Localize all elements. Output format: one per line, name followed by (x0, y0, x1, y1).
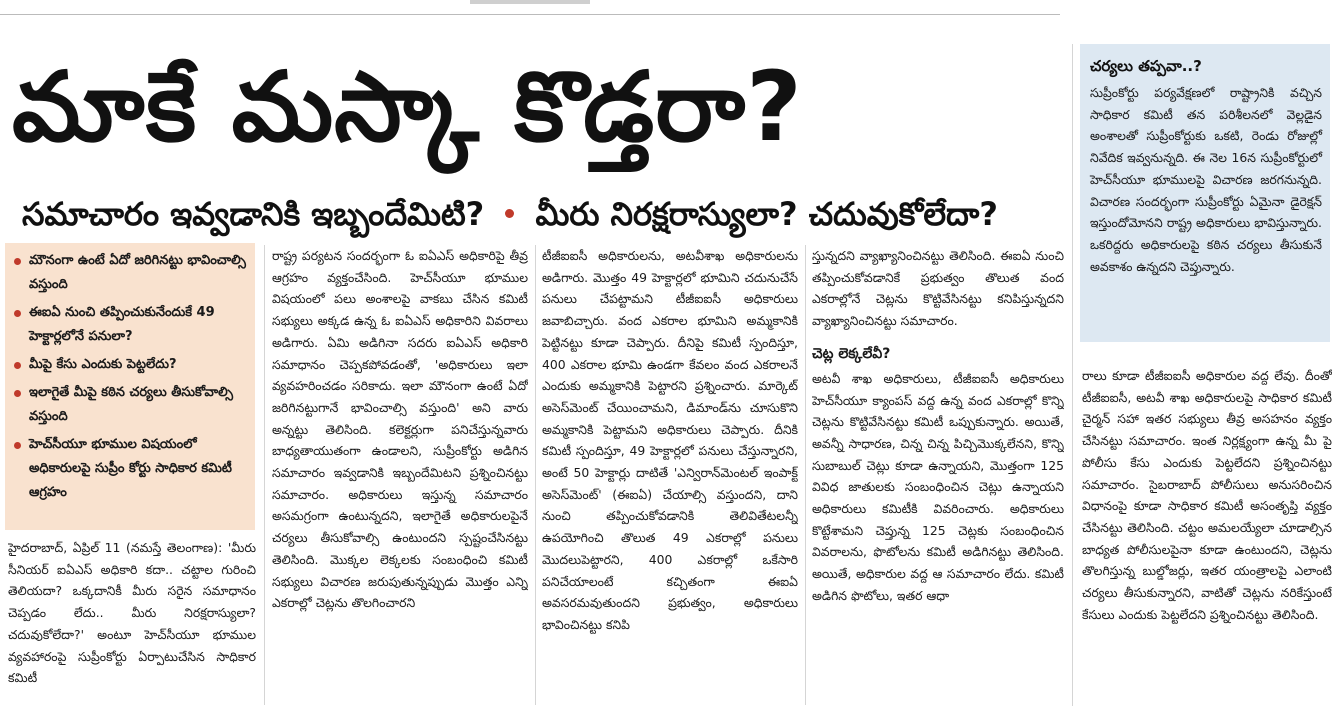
article-text: రాలు కూడా టీజీఐఐసీ అధికారుల వద్ద లేవు. దీంతో టీజీఐఐసీ, అటవీ శాఖ అధికారులపై సాధికార కమిటీ చైర్మన్ సహా ఇతర సభ్యులు తీవ్ర అసహనం వ్యక్తం చేసినట్టు సమాచారం. ఇంత నిర్లక్ష్యంగా ఉన్న మీ పై పోలీసు కేసు ఎందుకు పెట్టలేదని ప్రశ్నించినట్టు సమాచారం. సైబరాబాద్ పోలీసులు అనుసరించిన విధానంపై కూడా సాధికార కమిటీ అసంతృప్తి వ్యక్తం చేసినట్టు తెలిసింది. చట్టం అమలయ్యేలా చూడాల్సిన బాధ్యత పోలీసులపైనా కూడా ఉంటుందని, చెట్లను తొలగిస్తున్న బుల్డోజర్లు, ఇతర యంత్రాలపై ఎలాంటి చర్యలు తీసుకున్నారని, వాటితో చెట్లను నరికేస్తుంటే కేసులు ఎందుకు పెట్టలేదని ప్రశ్నించినట్టు తెలిసింది. (1082, 368, 1332, 622)
article-text: అటవీ శాఖ అధికారులు, టీజీఐఐసీ అధికారులు హెచ్‌సీయూ క్యాంపస్ వద్ద ఉన్న వంద ఎకరాల్లో కొన్ని చెట్లను కొట్టివేసినట్టు కమిటీ ఒప్పుకున్నారు. అయితే, అవన్నీ సాధారణ, చిన్న చిన్న పిచ్చిమొక్కలేనని, కొన్ని సుబాబుల్ చెట్లు కూడా ఉన్నాయని, మొత్తంగా 125 వివిధ జాతులకు సంబంధించిన చెట్లు ఉన్నాయని అధికారులు కమిటీకి వివరించారు. అధికారులు కొట్టేశామని చెప్తున్న 125 చెట్లకు సంబంధించిన వివరాలను, ఫొటోలను కమిటీ అడిగినట్టు తెలిసింది. అయితే, అధికారుల వద్ద ఆ సమాచారం లేదు. కమిటీ అడిగిన ఫొటోలు, ఇతర ఆధా (812, 370, 1064, 603)
highlight-item: ఇలాగైతే మీపై కఠిన చర్యలు తీసుకోవాల్సి వస్తుంది (11, 381, 251, 429)
sidebar-title: చర్యలు తప్పవా..? (1090, 57, 1202, 75)
section-heading: చెట్ల లెక్కలేవీ? (812, 345, 891, 362)
article-column-4 (812, 245, 1064, 707)
highlight-item: మీపై కేసు ఎందుకు పెట్టలేదు? (11, 353, 251, 377)
column-divider (805, 245, 806, 705)
bullet-dot (14, 390, 21, 397)
headline: మాకే మస్కా కొడ్తరా? (12, 51, 803, 163)
subheadline-part1: సమాచారం ఇవ్వడానికి ఇబ్బందేమిటి? (22, 195, 485, 233)
highlight-item: హెచ్‌సీయూ భూముల విషయంలో అధికారులపై సుప్రీం కోర్టు సాధికార కమిటీ ఆగ్రహం (11, 433, 251, 505)
highlight-item: ఈఐఏ నుంచి తప్పించుకునేందుకే 49 హెక్టార్లలోనే పనులా? (11, 301, 251, 349)
highlight-item: మౌనంగా ఉంటే ఏదో జరిగినట్టు భావించాల్సి వస్తుంది (11, 249, 251, 297)
article-column-2 (272, 245, 528, 707)
article-text: టీజీఐఐసీ అధికారులను, అటవీశాఖ అధికారులను అడిగారు. మొత్తం 49 హెక్టార్లలో భూమిని చదునుచేసే పనులు చేపట్టామని టీజీఐఐసీ అధికారులు జవాబిచ్చారు. వంద ఎకరాల భూమిని అమ్మకానికి పెట్టినట్టు కూడా చెప్పారు. దీనిపై కమిటీ స్పందిస్తూ, 400 ఎకరాల భూమి ఉండగా కేవలం వంద ఎకరాలనే ఎందుకు అమ్మకానికి పెట్టారని ప్రశ్నించారు. మార్కెట్ అసెస్‌మెంట్ చేయించామని, డిమాండ్‌ను చూసుకొని అమ్మకానికి పెట్టామని అధికారులు చెప్పారు. దీనికి కమిటీ స్పందిస్తూ, 49 హెక్టార్లలో పనులు చేస్తున్నారని, అంటే 50 హెక్టార్లు దాటితే 'ఎన్విరాన్‌మెంటల్ ఇంపాక్ట్ అసెస్‌మెంట్' (ఈఐఏ) చేయాల్సి వస్తుందని, దాని నుంచి తప్పించుకోవడానికి తెలివితేటలన్నీ ఉపయోగించి తొలుత 49 ఎకరాల్లో పనులు మొదలుపెట్టారని, 400 ఎకరాల్లో ఒకేసారి పనిచేయాలంటే కచ్చితంగా ఈఐఏ అవసరమవుతుందని ప్రభుత్వం, అధికారులు భావించినట్టు కనిపి (542, 248, 798, 632)
column-divider (1072, 44, 1073, 706)
highlights-box (5, 243, 255, 530)
bullet-dot (14, 310, 21, 317)
bullet-dot (14, 442, 21, 449)
highlights-list (11, 249, 251, 505)
article-column-3 (542, 245, 798, 707)
bullet-dot (14, 362, 21, 369)
top-mark (470, 0, 590, 4)
article-text: రాష్ట్ర పర్యటన సందర్భంగా ఓ ఐఏఎస్ అధికారిపై తీవ్ర ఆగ్రహం వ్యక్తంచేసింది. హెచ్‌సీయూ భూముల విషయంలో పలు అంశాలపై వాకబు చేసిన కమిటీ సభ్యులు అక్కడ ఉన్న ఓ ఐఏఎస్ అధికారిని వివరాలు అడిగారు. ఏమి అడిగినా సదరు ఐఏఎస్ అధికారి సమాధానం చెప్పకపోవడంతో, 'అధికారులు ఇలా వ్యవహరించడం సరికాదు. ఇలా మౌనంగా ఉంటే ఏదో జరిగినట్టుగానే భావించాల్సి వస్తుంది' అని వారు అన్నట్టు తెలిసింది. కలెక్టర్లుగా పనిచేస్తున్నవారు బాధ్యతాయుతంగా ఉండాలని, సుప్రీంకోర్టు అడిగిన సమాచారం ఇవ్వడానికి ఇబ్బందేమిటని ప్రశ్నించినట్టు సమాచారం. అధికారులు ఇస్తున్న సమాచారం అసమగ్రంగా ఉంటున్నదని, ఇలాగైతే అధికారులపైనే చర్యలు తీసుకోవాల్సి ఉంటుందని స్పష్టంచేసినట్టు తెలిసింది. మొక్కల లెక్కలకు సంబంధించి కమిటీ సభ్యులు విచారణ జరుపుతున్నప్పుడు మొత్తం ఎన్ని ఎకరాల్లో చెట్లను తొలగించారని (272, 248, 528, 611)
sidebar-text: సుప్రీంకోర్టు పర్యవేక్షణలో రాష్ట్రానికి వచ్చిన సాధికార కమిటీ తన పరిశీలనలో వెల్లడైన అంశాలతో సుప్రీంకోర్టుకు ఒకటి, రెండు రోజుల్లో నివేదిక ఇవ్వనున్నది. ఈ నెల 16న సుప్రీంకోర్టులో హెచ్‌సీయూ భూములపై విచారణ జరగనున్నది. విచారణ సందర్భంగా సుప్రీంకోర్టు ఏమైనా డైరెక్షన్ ఇస్తుందోమోనని రాష్ట్ర అధికారులు భావిస్తున్నారు. ఒకరిద్దరు అధికారులపై కఠిన చర్యలు తీసుకునే అవకాశం ఉన్నదని చెప్తున్నారు. (1090, 85, 1322, 274)
subheadline-part2: మీరు నిరక్షరాస్యులా? చదువుకోలేదా? (535, 195, 998, 233)
article-text: స్తున్నదని వ్యాఖ్యానించినట్టు తెలిసింది. ఈఐఏ నుంచి తప్పించుకోవడానికే ప్రభుత్వం తొలుత వంద ఎకరాల్లోనే చెట్లను కొట్టివేసినట్టు కనిపిస్తున్నదని వ్యాఖ్యానించినట్టు సమాచారం. (812, 248, 1064, 329)
column-divider (535, 245, 536, 705)
bullet-dot (14, 258, 21, 265)
article-text: హైదరాబాద్, ఏప్రిల్ 11 (నమస్తే తెలంగాణ): 'మీరు సీనియర్ ఐఏఎస్ అధికారి కదా.. చట్టాల గురించి తెలియదా? ఒక్కదానికీ మీరు సరైన సమాధానం చెప్పడం లేదు.. మీరు నిరక్షరాస్యులా? చదువుకోలేదా?' అంటూ హెచ్‌సీయూ భూముల వ్యవహారంపై సుప్రీంకోర్టు ఏర్పాటుచేసిన సాధికార కమిటీ (8, 540, 256, 686)
subheadline (22, 190, 1067, 238)
sidebar-box (1080, 44, 1330, 342)
bullet-dot (505, 209, 514, 218)
column-divider (264, 245, 265, 705)
article-column-5 (1082, 365, 1332, 707)
top-rule (0, 14, 1060, 15)
article-column-1 (8, 537, 256, 707)
